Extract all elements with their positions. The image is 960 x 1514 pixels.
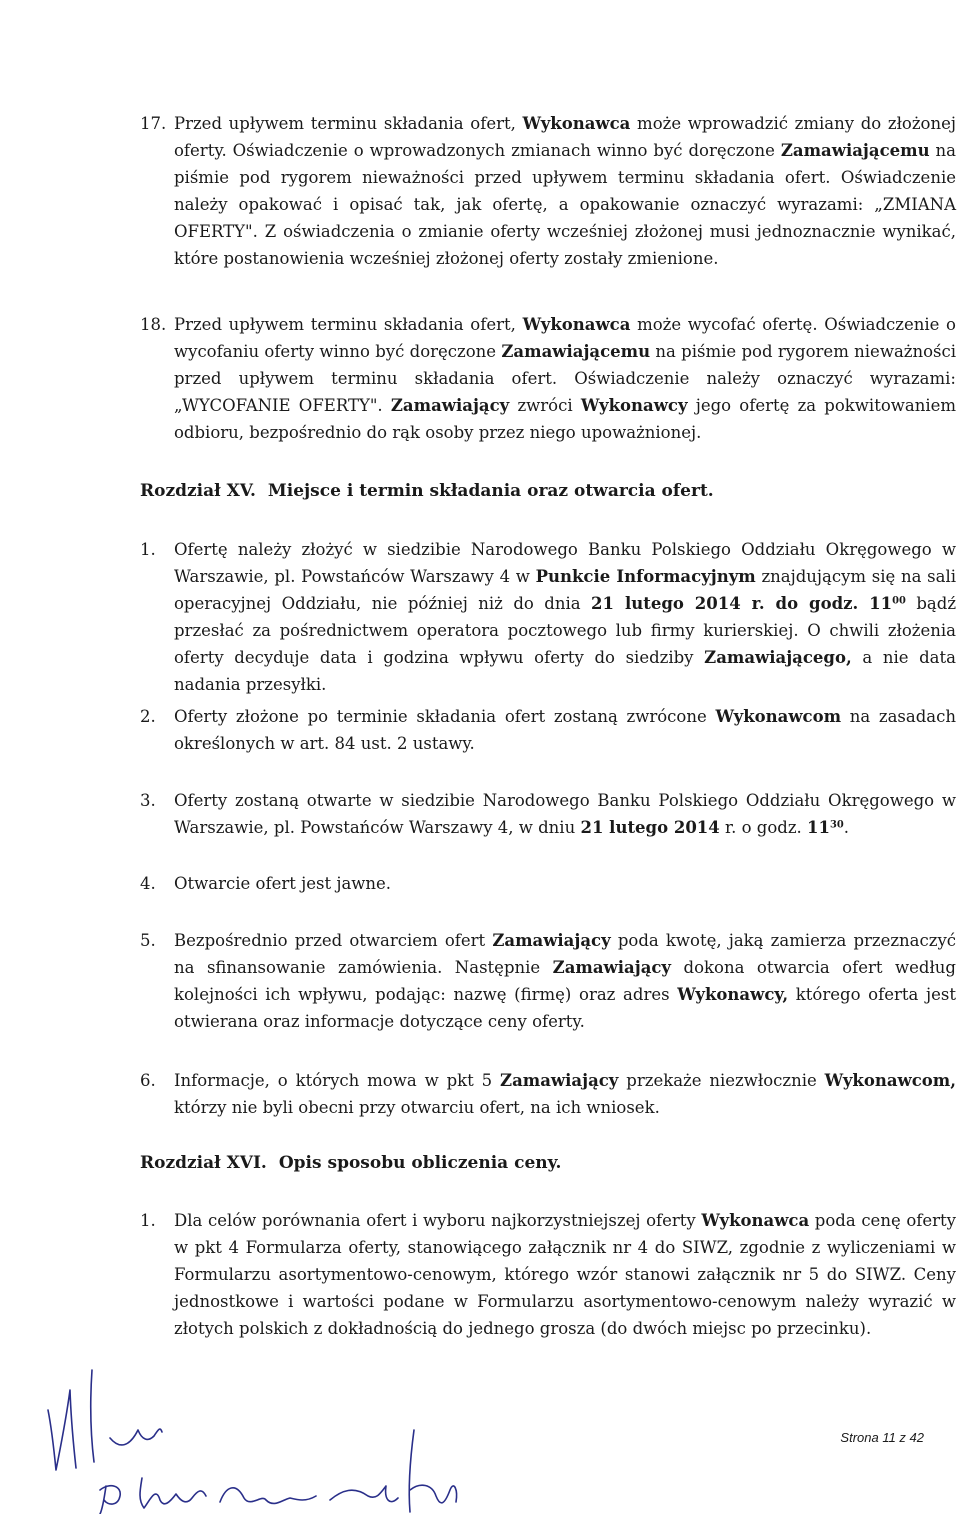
- deadline-text: 21 lutego 2014 r. do godz. 11: [591, 594, 893, 613]
- paragraph-text: może wycofać ofertę. Oświadczenie o wycofaniu oferty winno być doręczone: [174, 315, 956, 361]
- chapter16-paragraph-1: [140, 1207, 956, 1342]
- paragraph-text: a nie data nadania przesyłki.: [174, 648, 956, 694]
- paragraph-number: 4.: [140, 874, 156, 893]
- paragraph-number: 5.: [140, 931, 156, 950]
- initial-mark-1: [48, 1390, 76, 1470]
- bold-term: Wykonawca: [522, 114, 631, 133]
- time-text: 11: [807, 818, 830, 837]
- paragraph-number: 2.: [140, 707, 156, 726]
- bold-time: [807, 818, 844, 837]
- chapter15-paragraph-4: [140, 870, 956, 897]
- signature-2: [220, 1488, 316, 1504]
- bold-term: Zamawiającemu: [501, 342, 651, 361]
- page-number: Strona 11 z 42: [840, 1430, 924, 1445]
- chapter15-paragraph-6: [140, 1067, 956, 1121]
- paragraph-number: 1.: [140, 540, 156, 559]
- paragraph-number: 1.: [140, 1211, 156, 1230]
- bold-term: Zamawiający: [492, 931, 611, 950]
- bold-term: Zamawiający: [500, 1071, 619, 1090]
- chapter-label: Rozdział XVI.: [140, 1153, 267, 1173]
- chapter15-paragraph-1: [140, 536, 956, 698]
- initial-mark-2: [91, 1370, 94, 1462]
- time-minutes: 30: [830, 819, 844, 831]
- paragraph-text: Informacje, o których mowa w pkt 5: [174, 1071, 493, 1090]
- initial-mark-3: [110, 1429, 162, 1445]
- paragraph-text: może wprowadzić zmiany do złożonej oferty. Oświadczenie o wprowadzonych zmianach winno być doręczone: [174, 114, 956, 160]
- paragraph-text: Bezpośrednio przed otwarciem ofert: [174, 931, 486, 950]
- bold-term: Zamawiającego,: [704, 648, 852, 667]
- bold-term: Wykonawcy: [580, 396, 688, 415]
- paragraph-text: zwróci: [517, 396, 573, 415]
- paragraph-text: bądź przesłać za pośrednictwem operatora pocztowego lub firmy kurierskiej. O chwili złożenia oferty decyduje data i godzina wpływu oferty do siedziby: [174, 594, 957, 667]
- bold-term: Zamawiającemu: [780, 141, 930, 160]
- chapter15-paragraph-2: [140, 703, 956, 757]
- bold-term: Wykonawcy,: [677, 985, 789, 1004]
- chapter-label: Rozdział XV.: [140, 481, 256, 501]
- chapter-heading-xv: [140, 478, 714, 505]
- paragraph-text: Dla celów porównania ofert i wyboru najkorzystniejszej oferty: [174, 1211, 696, 1230]
- paragraph-text: dokona otwarcia ofert według kolejności ich wpływu, podając: nazwę (firmę) oraz adres: [174, 958, 956, 1004]
- bold-term: Wykonawcom,: [824, 1071, 956, 1090]
- paragraph-number: 18.: [140, 315, 167, 334]
- chapter15-paragraph-3: [140, 787, 956, 841]
- paragraph-number: 6.: [140, 1071, 156, 1090]
- paragraph-18: [140, 311, 956, 446]
- signature-3: [330, 1486, 398, 1502]
- bold-term: Wykonawcom: [715, 707, 842, 726]
- chapter-title: Miejsce i termin składania oraz otwarcia ofert.: [267, 481, 714, 501]
- paragraph-text: poda cenę oferty w pkt 4 Formularza oferty, stanowiącego załącznik nr 4 do SIWZ, zgodnie z wyliczeniami w Formularzu asortymentowo-cenowym, którego wzór stanowi załącznik nr 5 do SIWZ. Ceny jednostkowe i wartości podane w Formularzu asortymentowo-cenowym należy wyrazić w złotych polskich z dokładnością do jednego grosza (do dwóch miejsc po przecinku).: [174, 1211, 956, 1338]
- bold-date: 21 lutego 2014: [580, 818, 720, 837]
- bold-term: Zamawiający: [552, 958, 672, 977]
- paragraph-text: na piśmie pod rygorem nieważności przed upływem terminu składania ofert. Oświadczenie należy opakować i opisać tak, jak ofertę, a opakowanie oznaczyć wyrazami: „ZMIANA OFERTY". Z oświadczenia o zmianie oferty wcześniej złożonej musi jednoznacznie wynikać, które postanowienia wcześniej złożonej oferty zostały zmienione.: [174, 141, 957, 268]
- paragraph-text: przekaże niezwłocznie: [626, 1071, 817, 1090]
- paragraph-text: Przed upływem terminu składania ofert,: [174, 315, 516, 334]
- paragraph-text: poda kwotę, jaką zamierza przeznaczyć na sfinansowanie zamówienia. Następnie: [174, 931, 957, 977]
- handwritten-signatures: [30, 1350, 460, 1514]
- paragraph-text: Otwarcie ofert jest jawne.: [174, 874, 392, 893]
- paragraph-text: r. o godz.: [725, 818, 802, 837]
- paragraph-text: na piśmie pod rygorem nieważności przed upływem terminu składania ofert. Oświadczenie należy oznaczyć wyrazami: „WYCOFANIE OFERTY".: [174, 342, 957, 415]
- paragraph-17: [140, 110, 956, 272]
- bold-term: Zamawiający: [390, 396, 510, 415]
- initial-mark-4: [100, 1486, 120, 1514]
- paragraph-text: jego ofertę za pokwitowaniem odbioru, bezpośrednio do rąk osoby przez niego upoważnionej.: [174, 396, 957, 442]
- bold-deadline: [591, 594, 906, 613]
- paragraph-text: Przed upływem terminu składania ofert,: [174, 114, 516, 133]
- signature-strokes: [48, 1370, 457, 1514]
- paragraph-text: na zasadach określonych w art. 84 ust. 2 ustawy.: [174, 707, 956, 753]
- paragraph-text: Oferty złożone po terminie składania ofert zostaną zwrócone: [174, 707, 707, 726]
- bold-term: Punkcie Informacyjnym: [535, 567, 756, 586]
- signature-4: [409, 1430, 456, 1512]
- deadline-minutes: 00: [892, 595, 906, 607]
- paragraph-number: 3.: [140, 791, 156, 810]
- chapter15-paragraph-5: [140, 927, 956, 1035]
- chapter-heading-xvi: [140, 1150, 561, 1177]
- paragraph-text: .: [843, 818, 849, 837]
- paragraph-text: którzy nie byli obecni przy otwarciu ofert, na ich wniosek.: [174, 1098, 660, 1117]
- bold-term: Wykonawca: [701, 1211, 810, 1230]
- paragraph-text: Ofertę należy złożyć w siedzibie Narodowego Banku Polskiego Oddziału Okręgowego w Warszawie, pl. Powstańców Warszawy 4 w: [174, 540, 956, 586]
- paragraph-text: którego oferta jest otwierana oraz informacje dotyczące ceny oferty.: [174, 985, 956, 1031]
- paragraph-number: 17.: [140, 114, 167, 133]
- signature-1: [140, 1478, 206, 1508]
- paragraph-text: znajdującym się na sali operacyjnej Oddziału, nie później niż do dnia: [174, 567, 956, 613]
- chapter-title: Opis sposobu obliczenia ceny.: [278, 1153, 562, 1173]
- bold-term: Wykonawca: [522, 315, 631, 334]
- paragraph-text: Oferty zostaną otwarte w siedzibie Narodowego Banku Polskiego Oddziału Okręgowego w Warszawie, pl. Powstańców Warszawy 4, w dniu: [174, 791, 956, 837]
